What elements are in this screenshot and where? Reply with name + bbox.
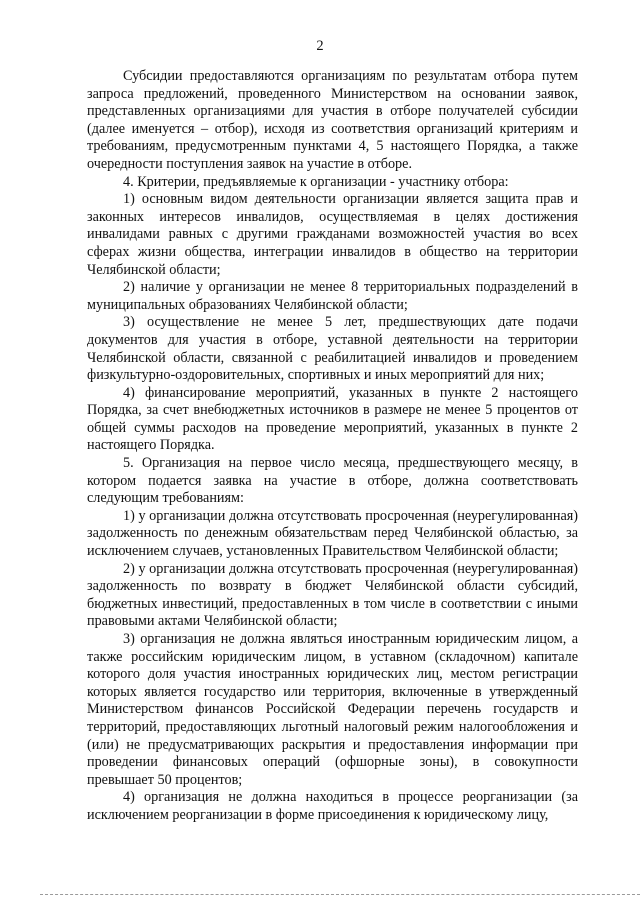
paragraph-criterion-2: 2) наличие у организации не менее 8 территориальных подразделений в муниципальных образованиях Челябинской области;: [87, 279, 578, 313]
paragraph-criterion-3: 3) осуществление не менее 5 лет, предшествующих дате подачи документов для участия в отборе, уставной деятельности на территории Челябинской области, связанной с реабилитацией инвалидов и проведением физкультурно-оздоровительных, спортивных и иных мероприятий для них;: [87, 314, 578, 384]
paragraph-requirements-heading: 5. Организация на первое число месяца, предшествующего месяцу, в котором подается заявка на участие в отборе, должна соответствовать следующим требованиям:: [87, 455, 578, 507]
paragraph-requirement-4: 4) организация не должна находиться в процессе реорганизации (за исключением реорганизации в форме присоединения к юридическому лицу,: [87, 789, 578, 823]
scan-edge-divider: [40, 894, 640, 895]
paragraph-subsidy-intro: Субсидии предоставляются организациям по результатам отбора путем запроса предложений, проведенного Министерством на основании заявок, представленных организациями для участия в отборе получателей субсидии (далее именуется – отбор), исходя из соответствия организаций критериям и требованиям, предусмотренным пунктами 4, 5 настоящего Порядка, а также очередности поступления заявок на участие в отборе.: [87, 68, 578, 172]
paragraph-requirement-1: 1) у организации должна отсутствовать просроченная (неурегулированная) задолженность по денежным обязательствам перед Челябинской областью, за исключением случаев, установленных Правительством Челябинской области;: [87, 507, 578, 560]
paragraph-criteria-heading: 4. Критерии, предъявляемые к организации - участнику отбора:: [123, 173, 509, 190]
paragraph-requirement-3: 3) организация не должна являться иностранным юридическим лицом, а также российским юридическим лицом, в уставном (складочном) капитале которого доля участия иностранных юридических лиц, местом регистрации которых является государство или территория, включенные в утвержденный Министерством финансов Российской Федерации перечень государств и территорий, предоставляющих льготный налоговый режим налогообложения и (или) не предусматривающих раскрытия и предоставления информации при проведении финансовых операций (офшорные зоны), в совокупности превышает 50 процентов;: [87, 631, 578, 788]
document-body: [87, 68, 578, 825]
paragraph-criterion-1: 1) основным видом деятельности организации является защита прав и законных интересов инвалидов, осуществляемая в целях достижения инвалидами равных с другими гражданами возможностей участия во всех сферах жизни общества, интеграции инвалидов в общество на территории Челябинской области;: [87, 191, 578, 278]
paragraph-requirement-2: 2) у организации должна отсутствовать просроченная (неурегулированная) задолженность по возврату в бюджет Челябинской области субсидий, бюджетных инвестиций, предоставленных в том числе в соответствии с иными правовыми актами Челябинской области;: [87, 560, 578, 630]
paragraph-criterion-4: 4) финансирование мероприятий, указанных в пункте 2 настоящего Порядка, за счет внебюджетных источников в размере не менее 5 процентов от общей суммы расходов на проведение мероприятий, указанных в пункте 2 настоящего Порядка.: [87, 384, 578, 454]
page-number: 2: [316, 38, 324, 54]
